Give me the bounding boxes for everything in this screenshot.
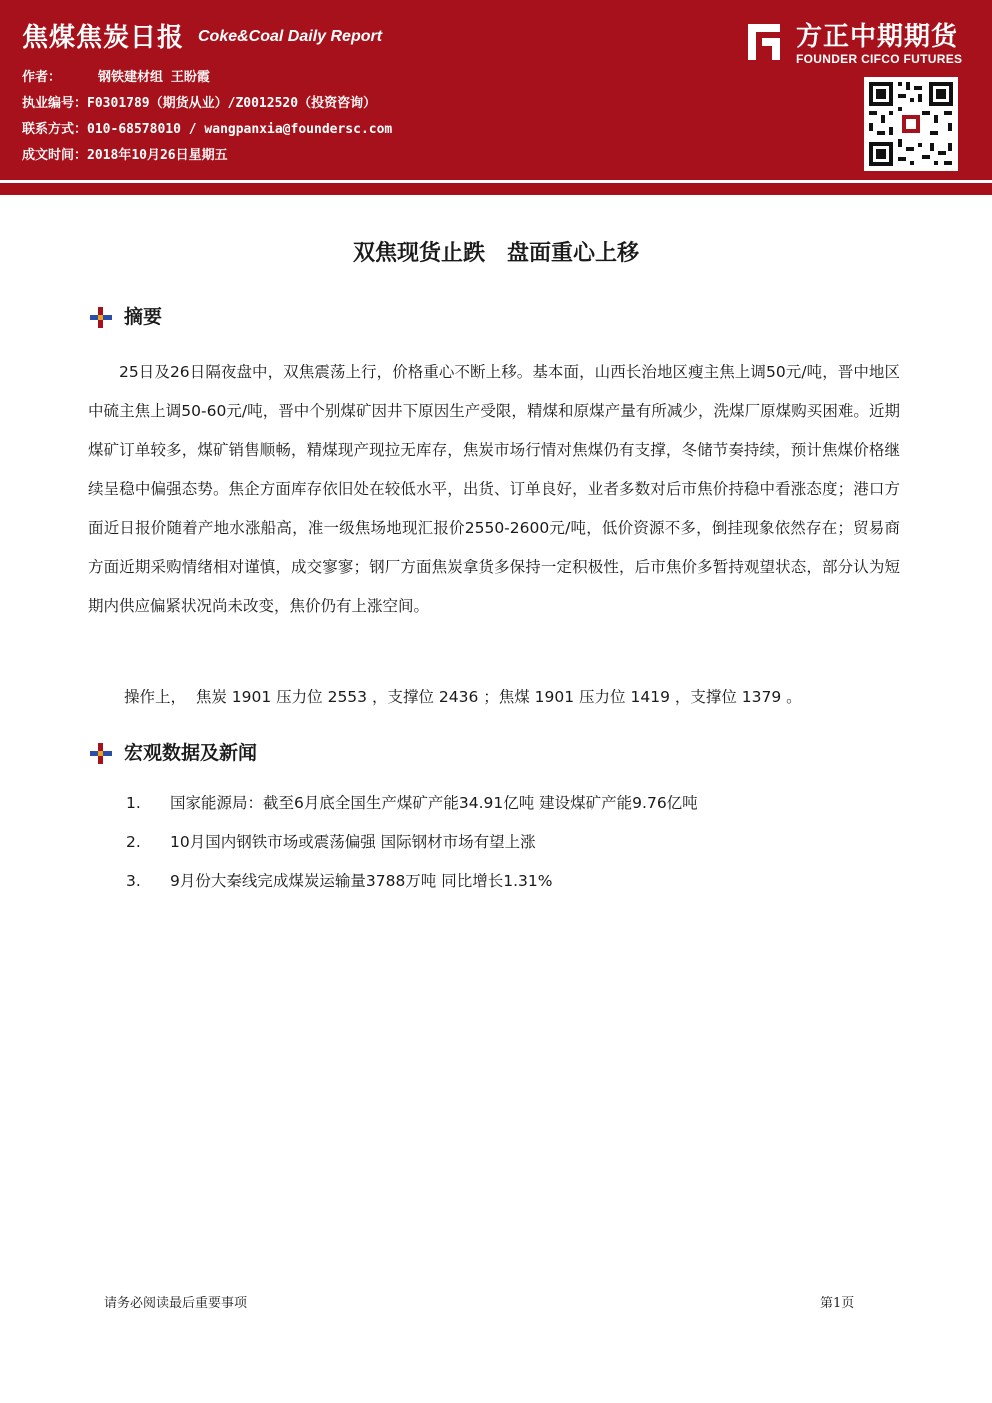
- report-title-en: Coke&Coal Daily Report: [198, 28, 383, 45]
- author-value: 钢铁建材组 王盼霞: [98, 70, 210, 85]
- section-bullet-icon: [88, 740, 114, 766]
- news-text: 国家能源局：截至6月底全国生产煤矿产能34.91亿吨 建设煤矿产能9.76亿吨: [170, 794, 698, 812]
- founder-logo-icon: [742, 20, 786, 64]
- header-stripe: [0, 183, 992, 195]
- page-number: 第1页: [820, 1296, 855, 1311]
- qr-code-icon: [864, 77, 958, 171]
- license-line: [22, 92, 376, 111]
- footer-notice: 请务必阅读最后重要事项: [104, 1296, 248, 1311]
- news-number: 2.: [126, 833, 141, 851]
- news-item[interactable]: [126, 869, 552, 893]
- license-label: 执业编号：: [22, 96, 88, 111]
- section-bullet-icon: [88, 304, 114, 330]
- summary-heading: 摘要: [124, 306, 163, 328]
- author-line: [22, 66, 210, 85]
- news-text: 9月份大秦线完成煤炭运输量3788万吨 同比增长1.31%: [170, 872, 553, 890]
- license-value: F0301789（期货从业）/Z0012520（投资咨询）: [87, 96, 377, 111]
- operation-advice: 操作上， 焦炭 1901 压力位 2553 ，支撑位 2436 ；焦煤 1901 压力位 1419 ，支撑位 1379 。: [124, 688, 802, 706]
- report-title-cn: 焦煤焦炭日报: [22, 23, 185, 53]
- date-value: 2018年10月26日星期五: [87, 148, 228, 163]
- author-label: 作者：: [22, 70, 62, 85]
- news-number: 1.: [126, 794, 141, 812]
- logo-text-cn: 方正中期期货: [796, 22, 959, 52]
- contact-value: 010-68578010 / wangpanxia@foundersc.com: [87, 122, 393, 137]
- news-number: 3.: [126, 872, 141, 890]
- news-item[interactable]: [126, 791, 698, 815]
- document-title: 双焦现货止跌 盘面重心上移: [352, 241, 639, 266]
- date-line: [22, 144, 228, 163]
- contact-label: 联系方式：: [22, 122, 88, 137]
- date-label: 成文时间：: [22, 148, 88, 163]
- news-item[interactable]: [126, 830, 536, 854]
- news-text: 10月国内钢铁市场或震荡偏强 国际钢材市场有望上涨: [170, 833, 536, 851]
- qr-code[interactable]: [864, 77, 958, 171]
- macro-heading: 宏观数据及新闻: [124, 742, 258, 764]
- summary-paragraph: 25日及26日隔夜盘中，双焦震荡上行，价格重心不断上移。基本面，山西长治地区瘦主焦上调50元/吨，晋中地区中硫主焦上调50-60元/吨，晋中个别煤矿因井下原因生产受限，精煤和原煤产量有所减少，洗煤厂原煤购买困难。近期煤矿订单较多，煤矿销售顺畅，精煤现产现拉无库存，焦炭市场行情对焦煤仍有支撑，冬储节奏持续，预计焦煤价格继续呈稳中偏强态势。焦企方面库存依旧处在较低水平，出货、订单良好，业者多数对后市焦价持稳中看涨态度；港口方面近日报价随着产地水涨船高，准一级焦场地现汇报价2550-2600元/吨，低价资源不多，倒挂现象依然存在；贸易商方面近期采购情绪相对谨慎，成交寥寥；钢厂方面焦炭拿货多保持一定积极性，后市焦价多暂持观望状态，部分认为短期内供应偏紧状况尚未改变，焦价仍有上涨空间。: [88, 363, 900, 615]
- logo-text-en: FOUNDER CIFCO FUTURES: [796, 52, 963, 66]
- contact-line: [22, 118, 392, 137]
- company-logo: [742, 16, 982, 68]
